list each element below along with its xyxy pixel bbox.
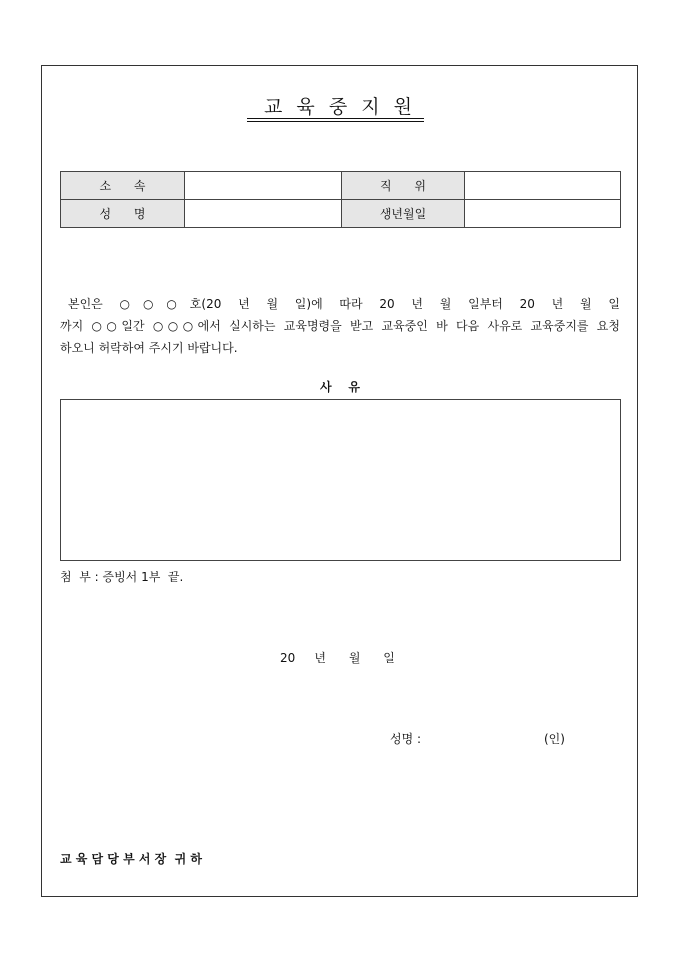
applicant-info-table <box>60 171 621 228</box>
reason-heading: 사 유 <box>320 380 360 394</box>
seal-label: (인) <box>544 732 565 746</box>
affiliation-label: 소 속 <box>61 172 185 200</box>
affiliation-field[interactable] <box>185 172 342 200</box>
position-label: 직 위 <box>342 172 465 200</box>
name-label: 성 명 <box>61 200 185 228</box>
addressee: 교 육 담 당 부 서 장 귀 하 <box>60 852 202 866</box>
title-underline-2 <box>247 121 424 122</box>
birthdate-field[interactable] <box>465 200 621 228</box>
body-line-3: 하오니 허락하여 주시기 바랍니다. <box>60 341 238 355</box>
document-title: 교 육 중 지 원 <box>264 96 416 118</box>
body-line-2: 까지 ○○일간 ○○○에서 실시하는 교육명령을 받고 교육중인 바 다음 사유로 교육중지를 요청 <box>60 319 620 333</box>
position-field[interactable] <box>465 172 621 200</box>
body-line-1: 본인은 ○○○호(20 년 월 일)에 따라 20 년 월 일부터 20 년 월 일 <box>68 297 620 311</box>
signature-label: 성명 : <box>390 732 422 746</box>
birthdate-label: 생년월일 <box>342 200 465 228</box>
date-line: 20 년 월 일 <box>280 651 395 665</box>
title-underline <box>247 118 424 119</box>
reason-textarea[interactable] <box>60 399 621 561</box>
attachment-line: 첨 부 : 증빙서 1부 끝. <box>60 570 184 584</box>
name-field[interactable] <box>185 200 342 228</box>
